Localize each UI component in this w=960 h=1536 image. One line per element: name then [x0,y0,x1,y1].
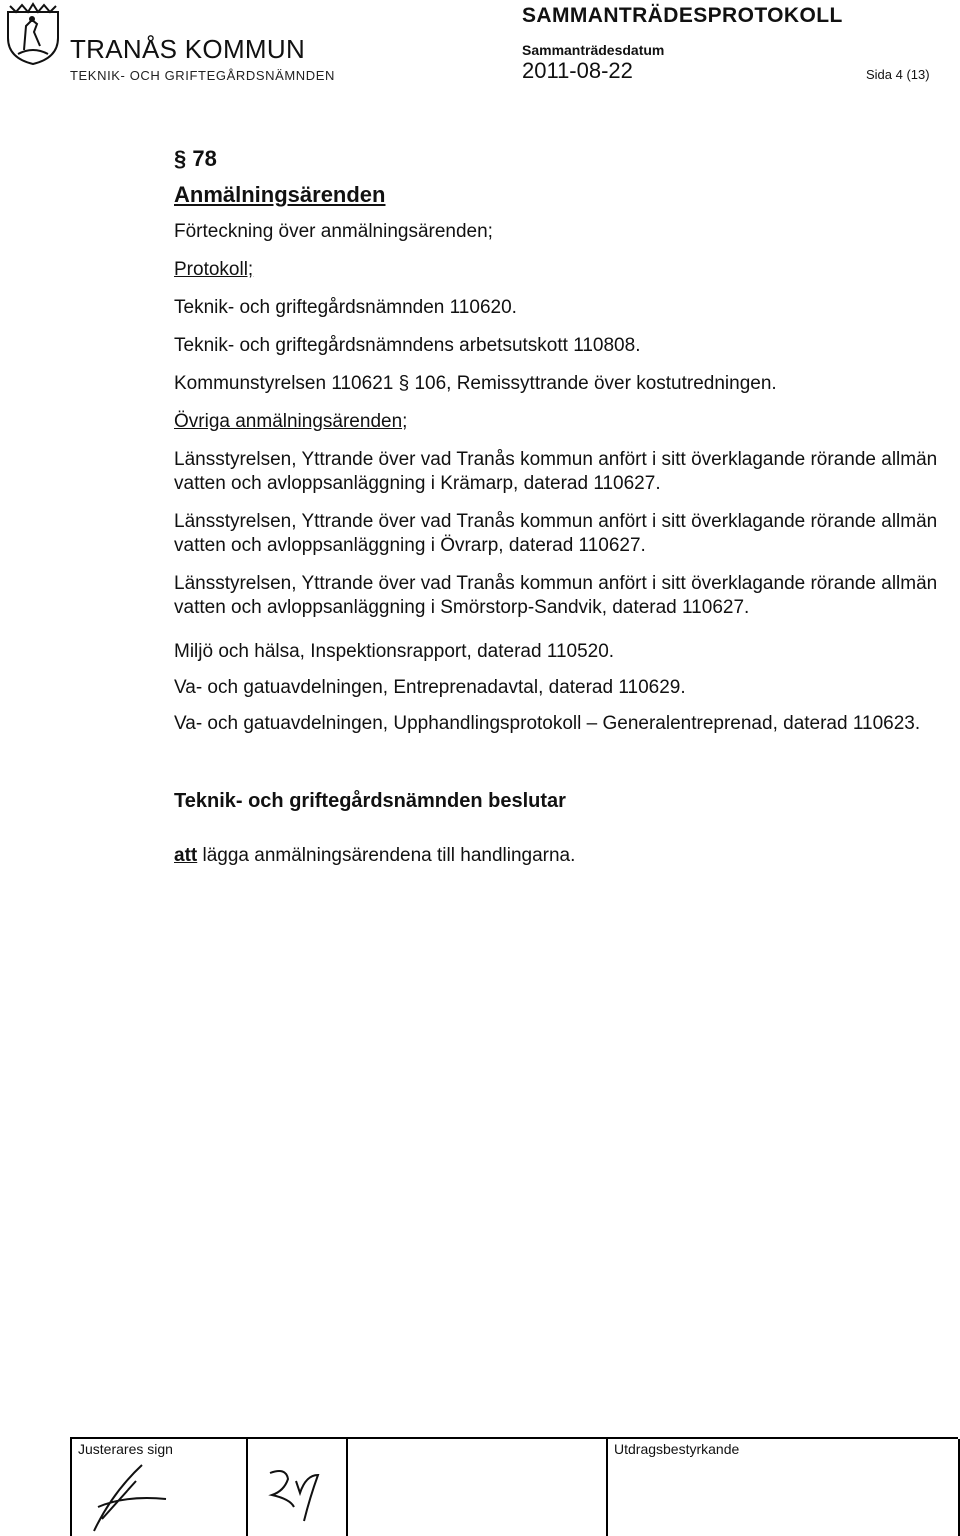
section-number: § 78 [174,146,217,171]
ovriga-heading: Övriga anmälningsärenden; [174,411,408,432]
ovriga-item: Va- och gatuavdelningen, Upphandlingsprotokoll – Generalentreprenad, daterad 110623. [174,713,921,734]
page-number: Sida 4 (13) [866,67,930,82]
protokoll-item: Teknik- och griftegårdsnämndens arbetsutskott 110808. [174,335,641,356]
protokoll-heading: Protokoll; [174,259,254,280]
section-title: Anmälningsärenden [174,182,386,207]
decision-att: att [174,845,198,866]
utdrag-label: Utdragsbestyrkande [614,1441,740,1457]
signature-cell [246,1439,348,1536]
decision-body: lägga anmälningsärendena till handlingarna. [197,845,576,866]
organization-department: TEKNIK- OCH GRIFTEGÅRDSNÄMNDEN [70,68,336,83]
utdrag-cell [606,1439,960,1536]
meeting-date: 2011-08-22 [522,58,633,83]
justerare-cell [70,1439,248,1536]
municipal-crest-icon [4,2,62,66]
organization-name: TRANÅS KOMMUN [70,34,306,64]
signature-1-icon [80,1459,190,1533]
signature-footer [70,1437,958,1536]
decision-heading: Teknik- och griftegårdsnämnden beslutar [174,790,566,812]
ovriga-item: Länsstyrelsen, Yttrande över vad Tranås kommun anfört i sitt överklagande rörande allmän vatten och avloppsanläggning i Övrarp, daterad 110627. [174,511,938,556]
decision-text [174,844,954,868]
ovriga-item: Länsstyrelsen, Yttrande över vad Tranås kommun anfört i sitt överklagande rörande allmän vatten och avloppsanläggning i Krämarp, daterad 110627. [174,449,938,494]
protokoll-item: Teknik- och griftegårdsnämnden 110620. [174,297,517,318]
ovriga-item: Miljö och hälsa, Inspektionsrapport, daterad 110520. [174,641,615,662]
signature-cell [346,1439,608,1536]
intro-text: Förteckning över anmälningsärenden; [174,221,493,242]
protokoll-item: Kommunstyrelsen 110621 § 106, Remissyttrande över kostutredningen. [174,373,777,394]
document-type: SAMMANTRÄDESPROTOKOLL [522,4,843,27]
ovriga-item: Va- och gatuavdelningen, Entreprenadavtal, daterad 110629. [174,677,686,698]
justerare-label: Justerares sign [78,1441,173,1457]
signature-2-icon [266,1465,346,1533]
meeting-date-label: Sammanträdesdatum [522,42,665,58]
ovriga-item: Länsstyrelsen, Yttrande över vad Tranås kommun anfört i sitt överklagande rörande allmän vatten och avloppsanläggning i Smörstorp-Sandvik, daterad 110627. [174,573,938,618]
